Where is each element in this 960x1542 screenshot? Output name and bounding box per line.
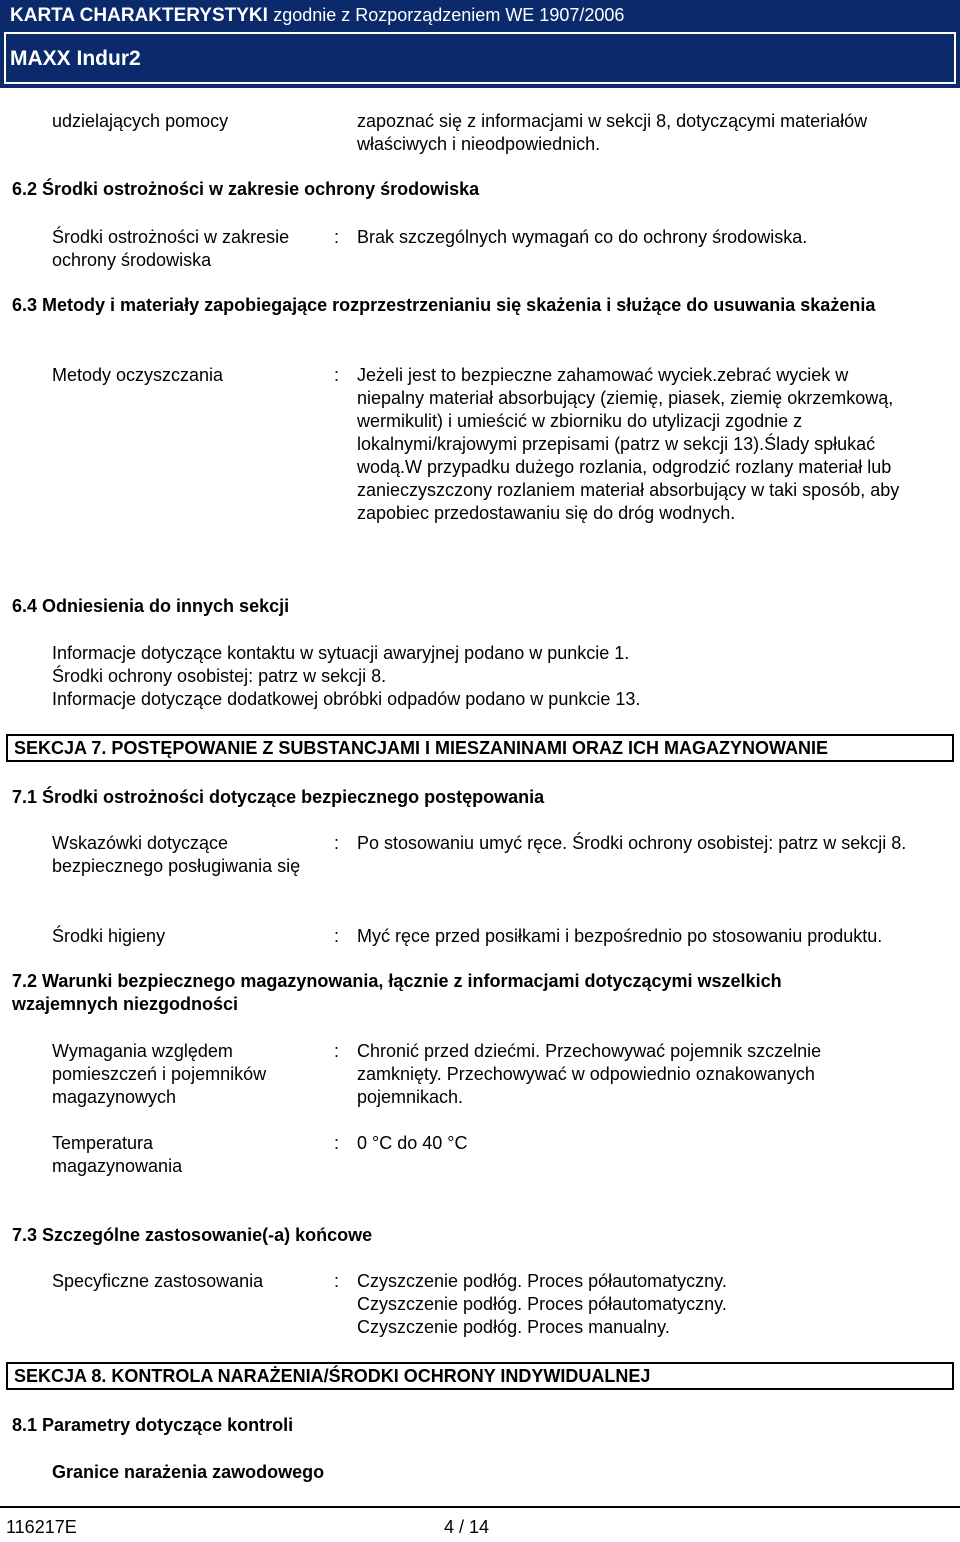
value-hygiene: Myć ręce przed posiłkami i bezpośrednio po stosowaniu produktu.: [357, 926, 883, 946]
product-name-box: [4, 32, 956, 84]
heading-6-4: 6.4 Odniesienia do innych sekcji: [12, 596, 290, 616]
value-storage-temperature: 0 °C do 40 °C: [357, 1133, 468, 1153]
section-8-title: SEKCJA 8. KONTROLA NARAŻENIA/ŚRODKI OCHRONY INDYWIDUALNEJ: [6, 1362, 954, 1390]
reference-line: Informacje dotyczące kontaktu w sytuacji awaryjnej podano w punkcie 1.: [52, 643, 630, 663]
heading-6-3: 6.3 Metody i materiały zapobiegające rozprzestrzenianiu się skażenia i służące do usuwania skażenia: [12, 295, 876, 315]
label-storage-requirements: Wymagania względem pomieszczeń i pojemników magazynowych: [52, 1041, 267, 1107]
value-safe-handling: Po stosowaniu umyć ręce. Środki ochrony osobistej: patrz w sekcji 8.: [357, 833, 907, 853]
document-title: KARTA CHARAKTERYSTYKI: [10, 5, 268, 26]
reference-line: Informacje dotyczące dodatkowej obróbki odpadów podano w punkcie 13.: [52, 689, 641, 709]
colon: :: [334, 1271, 340, 1291]
document-code: 116217E: [6, 1517, 77, 1537]
colon: :: [334, 926, 340, 946]
value-specific-use: Czyszczenie podłóg. Proces półautomatyczny.: [357, 1294, 727, 1314]
label-hygiene: Środki higieny: [52, 926, 166, 946]
heading-8-1: 8.1 Parametry dotyczące kontroli: [12, 1415, 294, 1435]
heading-7-3: 7.3 Szczególne zastosowanie(-a) końcowe: [12, 1225, 373, 1245]
colon: :: [334, 833, 340, 853]
label-cleanup-methods: Metody oczyszczania: [52, 365, 224, 385]
document-regulation: zgodnie z Rozporządzeniem WE 1907/2006: [273, 5, 625, 25]
heading-6-2: 6.2 Środki ostrożności w zakresie ochrony środowiska: [12, 179, 480, 199]
colon: :: [334, 1133, 340, 1153]
colon: :: [334, 227, 340, 247]
value-storage-requirements: Chronić przed dziećmi. Przechowywać pojemnik szczelnie zamknięty. Przechowywać w odpowiednio oznakowanych pojemnikach.: [357, 1041, 822, 1107]
section-7-title: SEKCJA 7. POSTĘPOWANIE Z SUBSTANCJAMI I MIESZANINAMI ORAZ ICH MAGAZYNOWANIE: [6, 734, 954, 762]
label-specific-uses: Specyficzne zastosowania: [52, 1271, 264, 1291]
label-env-precautions: Środki ostrożności w zakresie ochrony środowiska: [52, 227, 290, 270]
subheading-exposure-limits: Granice narażenia zawodowego: [52, 1462, 325, 1482]
colon: :: [334, 365, 340, 385]
header-line-1: [10, 4, 624, 27]
colon: :: [334, 1041, 340, 1061]
page-number: 4 / 14: [444, 1517, 490, 1537]
label-storage-temperature: Temperatura magazynowania: [52, 1133, 183, 1176]
product-name: MAXX Indur2: [10, 47, 141, 70]
heading-7-1: 7.1 Środki ostrożności dotyczące bezpiecznego postępowania: [12, 787, 545, 807]
label-safe-handling: Wskazówki dotyczące bezpiecznego posługiwania się: [52, 833, 301, 876]
reference-line: Środki ochrony osobistej: patrz w sekcji 8.: [52, 666, 387, 686]
value-env-precautions: Brak szczególnych wymagań co do ochrony środowiska.: [357, 227, 808, 247]
value-cleanup-methods: Jeżeli jest to bezpieczne zahamować wyciek.zebrać wyciek w niepalny materiał absorbujący (ziemię, piasek, ziemię okrzemkową, wermikulit) i umieścić w zbiorniku do utylizacji zgodnie z lokalnymi/krajowymi przepisami (patrz w sekcji 13).Ślady spłukać wodą.W przypadku dużego rozlania, odgrodzić rozlany materiał lub zanieczyszczony rozlaniem materiał absorbujący w taki sposób, aby zapobiec przedostawaniu się do dróg wodnych.: [357, 365, 900, 523]
heading-7-2: 7.2 Warunki bezpiecznego magazynowania, łącznie z informacjami dotyczącymi wszelkich wzajemnych niezgodności: [12, 971, 782, 1014]
value-specific-use: Czyszczenie podłóg. Proces półautomatyczny.: [357, 1271, 727, 1291]
page-footer: [0, 1506, 960, 1537]
value-first-aid: zapoznać się z informacjami w sekcji 8, dotyczącymi materiałów właściwych i nieodpowiednich.: [357, 111, 868, 154]
document-header: [0, 0, 960, 88]
value-specific-use: Czyszczenie podłóg. Proces manualny.: [357, 1317, 670, 1337]
label-first-aid: udzielających pomocy: [52, 111, 229, 131]
